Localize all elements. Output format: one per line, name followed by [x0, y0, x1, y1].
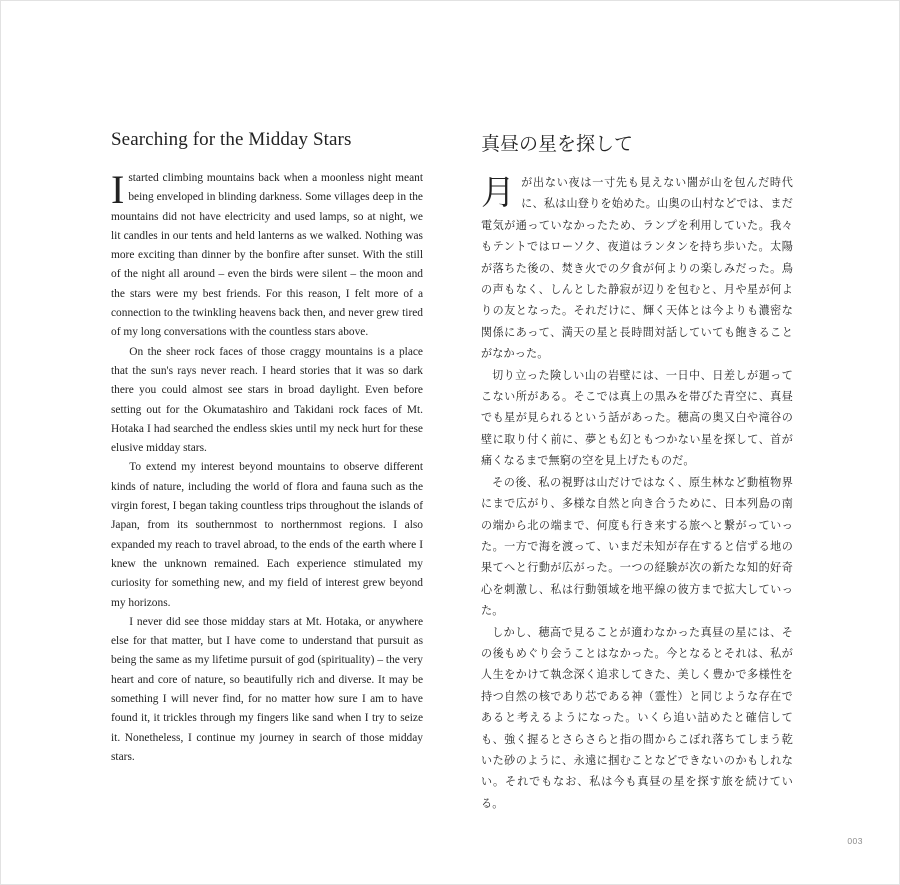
japanese-paragraph-1-text: が出ない夜は一寸先も見えない闇が山を包んだ時代に、私は山登りを始めた。山奥の山村などでは、まだ電気が通っていなかったため、ランプを利用していた。我々もテントではローソク、夜道はランタンを持ち歩いた。太陽が落ちた後の、焚き火での夕食が何よりの楽しみだった。鳥の声もなく、しんとした静寂が辺りを包むと、月や星が何よりの友となった。それだけに、輝く天体とは今よりも濃密な関係にあって、満天の星と長時間対話していても飽きることがなかった。 — [481, 176, 793, 361]
english-paragraph-1 — [111, 169, 423, 343]
english-paragraph-4: I never did see those midday stars at Mt. Hotaka, or anywhere else for that matter, but I have come to understand that pursuit as being the same as my lifetime pursuit of god (spirituality) – the very heart and core of nature, so beautifully rich and diverse. It may be something I will never find, for no matter how sure I am to have found it, it trickles through my fingers like sand when I try to seize it. Nonetheless, I continue my journey in search of those midday stars. — [111, 615, 423, 763]
english-paragraph-2: On the sheer rock faces of those craggy mountains is a place that the sun's rays never reach. I heard stories that it was so dark there you could almost see stars in broad daylight. Even before setting out for the Okumatashiro and Takidani rock faces of Mt. Hotaka I had searched the endless skies until my neck hurt for these elusive midday stars. — [111, 345, 423, 455]
english-title: Searching for the Midday Stars — [111, 129, 352, 150]
japanese-column — [481, 129, 793, 814]
english-column — [111, 129, 423, 767]
page-number: 003 — [847, 836, 863, 846]
japanese-paragraph-3: その後、私の視野は山だけではなく、原生林など動植物界にまで広がり、多様な自然と向き合うために、日本列島の南の端から北の端まで、何度も行き来する旅へと繋がっていった。一方で海を渡って、いまだ未知が存在すると信ずる地の果てへと行動が広がった。一つの経験が次の新たな知的好奇心を刺激し、私は行動領域を地平線の彼方まで拡大していった。 — [481, 475, 793, 618]
english-paragraph-3: To extend my interest beyond mountains to observe different kinds of nature, including the world of flora and fauna such as the virgin forest, I began taking countless trips throughout the islands of Japan, from its southernmost to northernmost regions. I also expanded my reach to travel abroad, to the ends of the earth where I knew the unknown remained. Each experience stimulated my curiosity for something new, and my field of interest grew beyond my horizons. — [111, 461, 423, 609]
japanese-paragraph-1 — [481, 172, 793, 365]
japanese-dropcap: 月 — [481, 173, 516, 213]
english-paragraph-1-text: started climbing mountains back when a moonless night meant being enveloped in blinding darkness. Some villages deep in the mountains did not have electricity and used lamps, so at night, we lit candles in our tents and held lanterns as we walked. Nothing was more exciting than dinner by the bonfire after sunset. With the still of the night all around – even the birds were silent – the moon and the stars were my best friends. For this reason, I felt more of a connection to the twinkling heavens back then, and never grew tired of my long conversations with the countless stars above. — [111, 172, 423, 339]
japanese-paragraph-2: 切り立った険しい山の岩壁には、一日中、日差しが廻ってこない所がある。そこでは真上の黒みを帯びた青空に、真昼でも星が見られるという話があった。穂高の奥又白や滝谷の壁に取り付く前に、夢とも幻ともつかない星を探して、首が痛くなるまで無窮の空を見上げたものだ。 — [481, 368, 793, 468]
english-dropcap: I — [111, 167, 125, 212]
japanese-title: 真昼の星を探して — [481, 133, 634, 155]
japanese-paragraph-4: しかし、穂高で見ることが適わなかった真昼の星には、その後もめぐり会うことはなかった。今となるとそれは、私が人生をかけて執念深く追求してきた、美しく豊かで多様性を持つ自然の核であり芯である神（霊性）と同じような存在であると考えるようになった。いくら追い詰めたと確信しても、強く握るとさらさらと指の間からこぼれ落ちてしまう乾いた砂のように、永遠に掴むことなどできないのかもしれない。それでもなお、私は今も真昼の星を探す旅を続けている。 — [481, 625, 793, 810]
